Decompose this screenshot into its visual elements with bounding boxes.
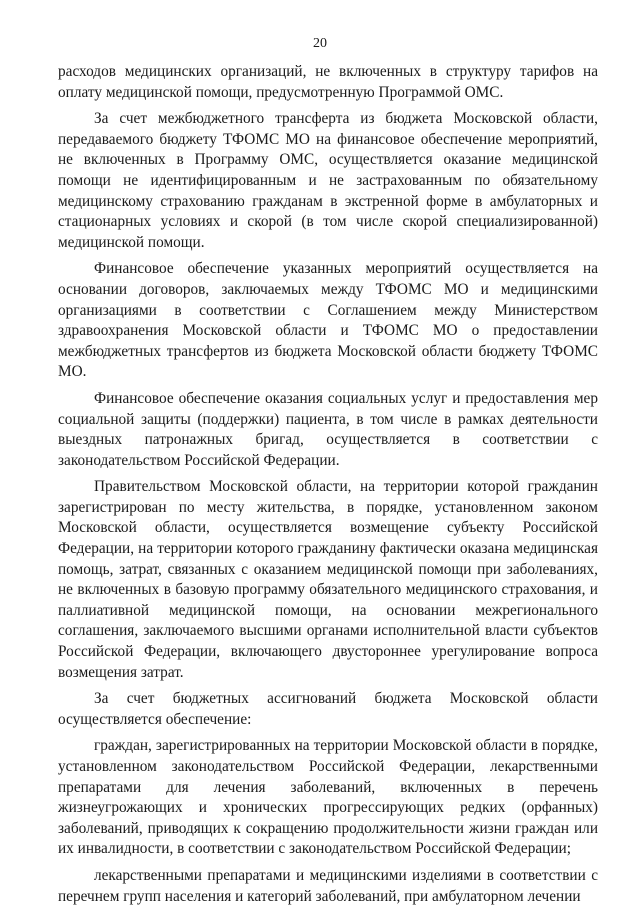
list-item-orphan-diseases: граждан, зарегистрированных на территории Московской области в порядке, установленном законодательством Российской Федерации, лекарственными препаратами для лечения заболеваний, включенных в перечень жизнеугрожающих и хронических прогрессирующих редких (орфанных) заболеваний, приводящих к сокращению продолжительности жизни граждан или их инвалидности, в соответствии с законодательством Российской Федерации; bbox=[58, 737, 598, 858]
page-number: 20 bbox=[313, 36, 327, 51]
paragraph-cost-reimbursement: Правительством Московской области, на территории которой гражданин зарегистрирован по месту жительства, в порядке, установленном законом Московской области, осуществляется возмещение субъекту Российской Федерации, на территории которого гражданину фактически оказана медицинская помощь, затрат, связанных с оказанием медицинской помощи при заболеваниях, не включенных в базовую программу обязательного медицинского страхования, и паллиативной медицинской помощи, на основании межрегионального соглашения, заключаемого высшими органами исполнительной власти субъектов Российской Федерации, включающего двустороннее урегулирование вопроса возмещения затрат. bbox=[58, 478, 598, 681]
list-item-medicines-devices: лекарственными препаратами и медицинскими изделиями в соответствии с перечнем групп населения и категорий заболеваний, при амбулаторном лечении bbox=[58, 866, 598, 905]
paragraph-financing-agreements: Финансовое обеспечение указанных мероприятий осуществляется на основании договоров, заключаемых между ТФОМС МО и медицинскими организациями в соответствии с Соглашением между Министерством здравоохранения Московской области и ТФОМС МО о предоставлении межбюджетных трансфертов из бюджета Московской области бюджету ТФОМС МО. bbox=[58, 260, 598, 381]
paragraph-budget-provision: За счет бюджетных ассигнований бюджета Московской области осуществляется обеспечение: bbox=[58, 690, 598, 728]
paragraph-continuation: расходов медицинских организаций, не включенных в структуру тарифов на оплату медицинской помощи, предусмотренную Программой ОМС. bbox=[58, 63, 598, 101]
paragraph-social-services: Финансовое обеспечение оказания социальных услуг и предоставления мер социальной защиты (поддержки) пациента, в том числе в рамках деятельности выездных патронажных бригад, осуществляется в соответствии с законодательством Российской Федерации. bbox=[58, 389, 598, 469]
paragraph-interbudget-transfer: За счет межбюджетного трансферта из бюджета Московской области, передаваемого бюджету ТФОМС МО на финансовое обеспечение мероприятий, не включенных в Программу ОМС, осуществляется оказание медицинской помощи не идентифицированным и не застрахованным по обязательному медицинскому страхованию гражданам в экстренной форме в амбулаторных и стационарных условиях и скорой (в том числе скорой специализированной) медицинской помощи. bbox=[58, 110, 598, 251]
document-body bbox=[58, 62, 598, 913]
